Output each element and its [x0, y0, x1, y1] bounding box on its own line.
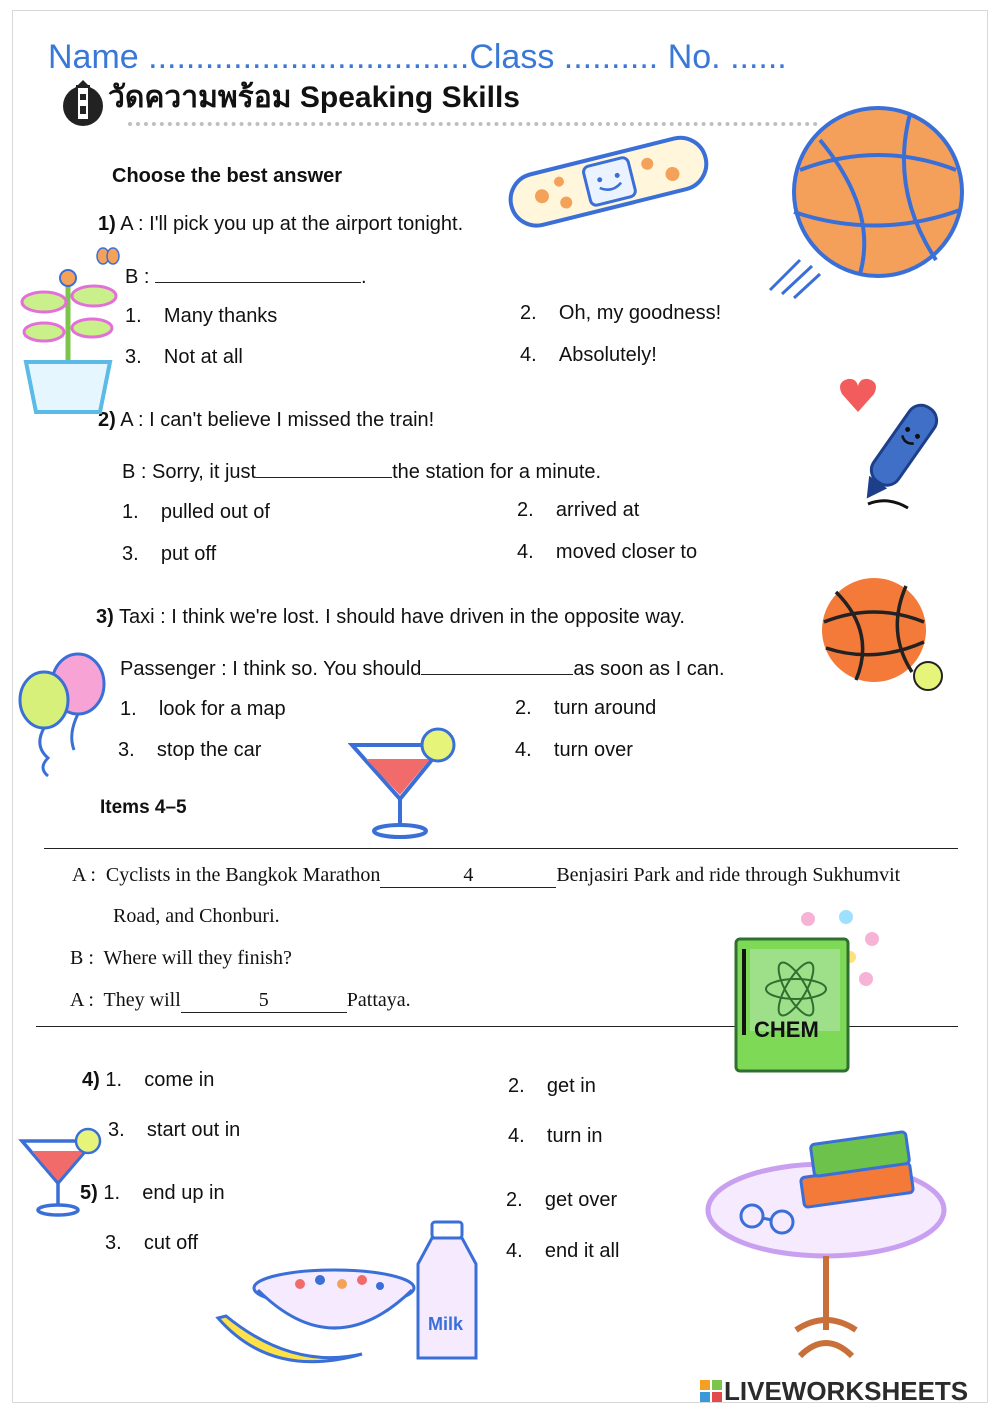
question-2-blank[interactable]	[256, 459, 392, 478]
q3-option-4[interactable]	[515, 739, 633, 762]
potted-plant-icon	[18, 262, 118, 417]
dialogue-a2-prefix: They will	[103, 989, 181, 1011]
dialogue-b-speaker: B :	[70, 947, 94, 969]
option-text: end it all	[544, 1240, 620, 1262]
small-basketball-icon	[816, 572, 951, 697]
option-number: 2.	[517, 499, 534, 521]
option-text: get in	[546, 1075, 596, 1097]
option-text: put off	[160, 543, 217, 565]
dialogue-a1-speaker: A :	[72, 864, 96, 886]
question-1-line-a	[98, 213, 463, 236]
title-divider	[128, 122, 818, 126]
option-number: 3.	[118, 739, 135, 761]
number-label: No. ......	[667, 38, 787, 76]
item-5-option-4[interactable]	[506, 1240, 619, 1263]
option-text: Absolutely!	[558, 344, 657, 366]
item-4-option-3[interactable]	[108, 1119, 240, 1142]
pen-icon	[848, 392, 948, 517]
item-4-option-1[interactable]	[82, 1069, 214, 1092]
option-text: pulled out of	[160, 501, 270, 523]
bandage-icon	[500, 130, 715, 230]
question-3-text: Taxi : I think we're lost. I should have driven in the opposite way.	[119, 606, 685, 628]
book-label: CHEM	[754, 1017, 819, 1042]
q1-option-1[interactable]	[125, 305, 277, 328]
items-label: Items 4–5	[100, 797, 187, 818]
question-1-number: 1)	[98, 213, 116, 235]
option-text: turn in	[546, 1125, 603, 1147]
option-number: 2.	[520, 302, 537, 324]
chemistry-book-icon	[728, 905, 888, 1080]
option-text: Not at all	[163, 346, 243, 368]
question-1-speaker-b: B :	[125, 266, 150, 288]
option-number: 4.	[517, 541, 534, 563]
q3-option-3[interactable]	[118, 739, 261, 762]
question-2-text: A : I can't believe I missed the train!	[120, 409, 435, 431]
milk-bottle-icon	[412, 1218, 482, 1366]
option-number: 3.	[105, 1232, 122, 1254]
name-label: Name ..................................	[48, 38, 470, 76]
item-5-number: 5)	[80, 1182, 98, 1204]
dialogue-top-rule	[44, 848, 958, 849]
question-2-line-b	[122, 459, 601, 484]
option-number: 1.	[122, 501, 139, 523]
instruction: Choose the best answer	[112, 165, 343, 187]
option-number: 1.	[105, 1069, 123, 1091]
page-title: วัดความพร้อม Speaking Skills	[108, 81, 520, 114]
liveworksheets-text: LIVEWORKSHEETS	[724, 1376, 969, 1406]
option-number: 1.	[120, 698, 137, 720]
q2-option-3[interactable]	[122, 543, 216, 566]
tower-logo-icon	[60, 80, 106, 128]
option-text: start out in	[146, 1119, 241, 1141]
dialogue-a1-prefix: Cyclists in the Bangkok Marathon	[105, 864, 381, 886]
question-1-suffix: .	[361, 266, 367, 288]
question-1-line-b	[125, 264, 367, 289]
dialogue-a1-line2: Road, and Chonburi.	[113, 905, 280, 927]
option-text: get over	[544, 1189, 618, 1211]
liveworksheets-brand	[700, 1376, 968, 1407]
option-number: 1.	[103, 1182, 121, 1204]
dialogue-a2	[70, 989, 411, 1013]
basketball-icon	[760, 100, 975, 300]
q1-option-3[interactable]	[125, 346, 243, 369]
question-3-line-a	[96, 606, 685, 629]
option-number: 3.	[125, 346, 142, 368]
dialogue-a2-speaker: A :	[70, 989, 94, 1011]
option-number: 4.	[520, 344, 537, 366]
q1-option-2[interactable]	[520, 302, 721, 325]
option-text: turn over	[553, 739, 633, 761]
blank-4[interactable]: 4	[380, 864, 556, 888]
question-3-number: 3)	[96, 606, 114, 628]
question-3-blank[interactable]	[421, 656, 573, 675]
option-number: 4.	[506, 1240, 523, 1262]
q2-option-4[interactable]	[517, 541, 697, 564]
item-5-option-3[interactable]	[105, 1232, 198, 1255]
question-3-prefix: Passenger : I think so. You should	[120, 658, 422, 680]
butterfly-icon	[96, 246, 120, 270]
option-text: come in	[144, 1069, 215, 1091]
q3-option-2[interactable]	[515, 697, 656, 720]
q1-option-4[interactable]	[520, 344, 657, 367]
table-with-books-icon	[700, 1130, 955, 1375]
option-number: 1.	[125, 305, 142, 327]
option-number: 4.	[508, 1125, 525, 1147]
item-5-option-2[interactable]	[506, 1189, 617, 1212]
cocktail-glass-icon	[18, 1125, 108, 1220]
dialogue-b	[70, 947, 292, 970]
item-4-option-4[interactable]	[508, 1125, 603, 1148]
liveworksheets-logo-icon	[700, 1380, 722, 1402]
option-text: Many thanks	[163, 305, 278, 327]
option-number: 2.	[508, 1075, 525, 1097]
banana-icon	[212, 1310, 370, 1382]
question-2-suffix: the station for a minute.	[392, 461, 602, 483]
question-1-blank[interactable]	[155, 264, 361, 283]
q2-option-2[interactable]	[517, 499, 639, 522]
option-number: 3.	[122, 543, 139, 565]
option-number: 4.	[515, 739, 532, 761]
q2-option-1[interactable]	[122, 501, 270, 524]
question-2-line-a	[98, 409, 434, 432]
dialogue-b-text: Where will they finish?	[103, 947, 292, 969]
class-label: Class ..........	[469, 38, 659, 76]
q3-option-1[interactable]	[120, 698, 286, 721]
balloons-icon	[14, 650, 114, 780]
dialogue-a2-suffix: Pattaya.	[346, 989, 411, 1011]
option-text: stop the car	[156, 739, 262, 761]
option-text: moved closer to	[555, 541, 698, 563]
option-number: 3.	[108, 1119, 125, 1141]
option-text: cut off	[143, 1232, 199, 1254]
item-4-number: 4)	[82, 1069, 100, 1091]
option-text: end up in	[142, 1182, 225, 1204]
option-text: arrived at	[555, 499, 640, 521]
option-text: look for a map	[158, 698, 286, 720]
cocktail-glass-icon	[348, 725, 463, 843]
dialogue-a1	[72, 864, 900, 888]
blank-5[interactable]: 5	[181, 989, 347, 1013]
option-number: 2.	[515, 697, 532, 719]
question-1-text: A : I'll pick you up at the airport tonight.	[120, 213, 464, 235]
dialogue-a1-suffix: Benjasiri Park and ride through Sukhumvit	[556, 864, 901, 886]
option-text: turn around	[553, 697, 657, 719]
option-text: Oh, my goodness!	[558, 302, 722, 324]
option-number: 2.	[506, 1189, 523, 1211]
question-2-prefix: B : Sorry, it just	[122, 461, 257, 483]
item-4-option-2[interactable]	[508, 1075, 596, 1098]
question-2-number: 2)	[98, 409, 116, 431]
question-3-line-b	[120, 656, 725, 681]
question-3-suffix: as soon as I can.	[573, 658, 725, 680]
header-line	[48, 38, 787, 77]
milk-label: Milk	[428, 1314, 464, 1334]
